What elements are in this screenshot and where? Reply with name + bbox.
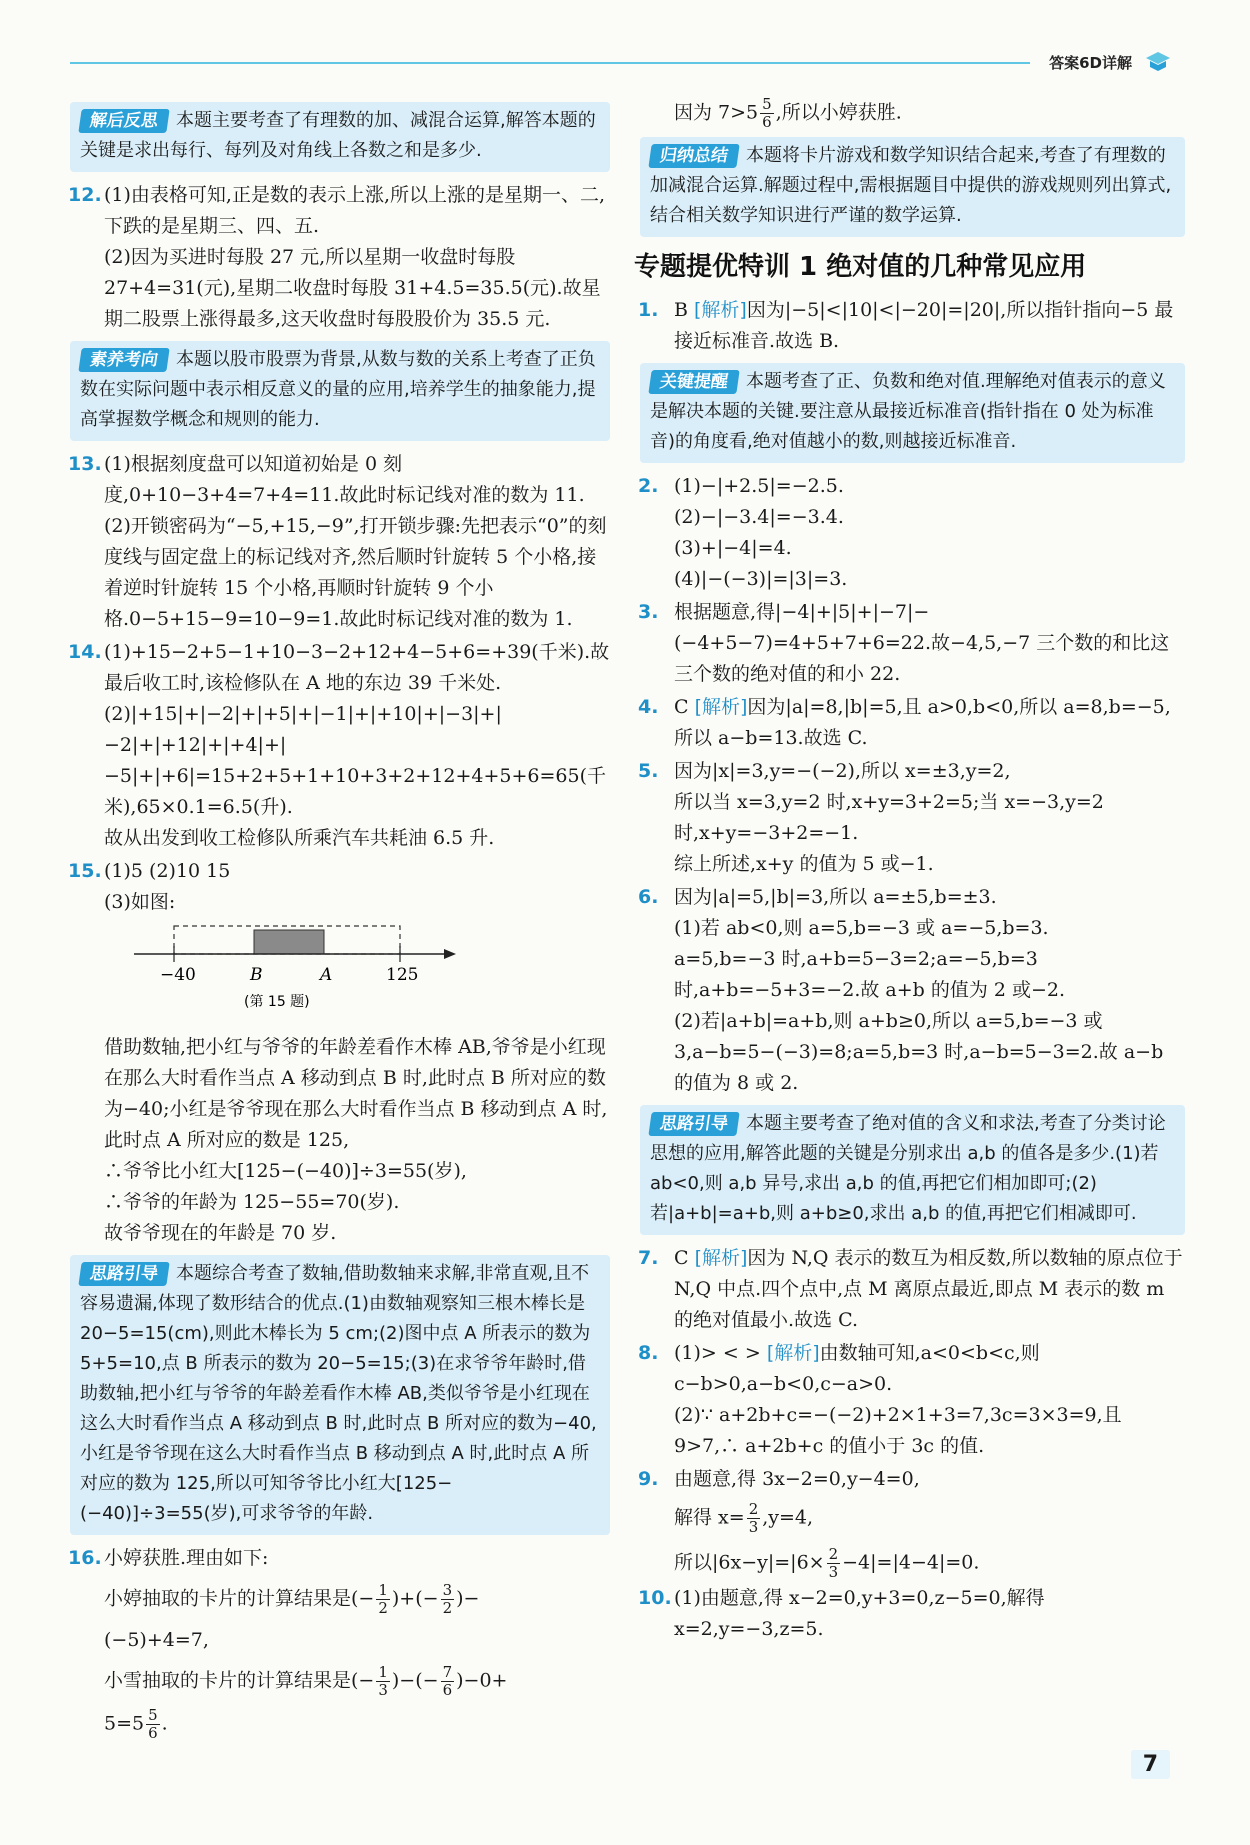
answer-4 <box>640 692 1185 754</box>
answer-line: (2)|+15|+|−2|+|+5|+|−1|+|+10|+|−3|+|−2|+|+12|+|+4|+|−5|+|+6|=15+2+5+1+10+3+2+12+4+5+6=65(千米),65×0.1=6.5(升). <box>104 703 607 818</box>
answer-3 <box>640 597 1185 690</box>
fraction <box>747 1501 761 1536</box>
text-run: 因为 N,Q 表示的数互为相反数,所以数轴的原点位于 N,Q 中点.四个点中,点 M 离原点最近,即点 M 表示的数 m 的绝对值最小.故选 C. <box>674 1247 1183 1331</box>
numerator: 5 <box>762 95 772 113</box>
denominator: 3 <box>828 1563 839 1581</box>
note-tag: 思路引导 <box>648 1112 739 1136</box>
text-run: )− <box>456 1587 480 1610</box>
answer-line <box>674 295 1185 357</box>
text-run: ,所以小婷获胜. <box>775 101 902 124</box>
answer-line: (1)根据刻度盘可以知道初始是 0 刻度,0+10−3+4=7+4=11.故此时标记线对准的数为 11. <box>104 453 585 506</box>
text-run: )+(− <box>391 1587 439 1610</box>
answer-line: (2)因为买进时每股 27 元,所以星期一收盘时每股 27+4=31(元),星期二收盘时每股 31+4.5=35.5(元).故星期二股票上涨得最多,这天收盘时每股股价为 35.5 元. <box>104 246 601 330</box>
answer-line: (2)若|a+b|=a+b,则 a+b≥0,所以 a=5,b=−3 或 3,a−b=5−(−3)=8;a=5,b=3 时,a−b=5−3=2.故 a−b 的值为 8 或 2. <box>674 1010 1164 1094</box>
denominator: 3 <box>378 1681 388 1699</box>
answer-line: 因为|x|=3,y=−(−2),所以 x=±3,y=2, <box>674 760 1011 782</box>
number-line-figure <box>114 922 594 1018</box>
answer-line: (1)−|+2.5|=−2.5. <box>674 475 844 497</box>
denominator: 6 <box>148 1724 158 1742</box>
answer-line: (3)如图: <box>104 891 176 913</box>
book-icon <box>1144 50 1172 72</box>
text-run: 小雪抽取的卡片的计算结果是(− <box>104 1669 375 1692</box>
text-run: ,y=4, <box>762 1506 814 1529</box>
answer-line: (2)∵ a+2b+c=−(−2)+2×1+3=7,3c=3×3=9,且 9>7,∴ a+2b+c 的值小于 3c 的值. <box>674 1404 1122 1457</box>
answer-line: (1)5 (2)10 15 <box>104 860 231 882</box>
answer-1 <box>640 295 1185 357</box>
left-column <box>70 96 610 1744</box>
right-column <box>634 95 1185 1647</box>
fraction <box>441 1664 455 1699</box>
note-box-literacy <box>70 341 610 441</box>
answer-line: a=5,b=−3 时,a+b=5−3=2;a=−5,b=3 时,a+b=−5+3=−2.故 a+b 的值为 2 或−2. <box>674 948 1066 1001</box>
point-a-label: A <box>320 965 333 985</box>
denominator: 2 <box>378 1599 388 1617</box>
answer-13 <box>70 449 610 635</box>
answer-line: 根据题意,得|−4|+|5|+|−7|−(−4+5−7)=4+5+7+6=22.故−4,5,−7 三个数的和比这三个数的绝对值的和小 22. <box>674 601 1170 685</box>
answer-line <box>104 1707 610 1742</box>
answer-line <box>674 692 1185 754</box>
note-tag: 关键提醒 <box>648 370 739 394</box>
numerator: 7 <box>442 1663 453 1681</box>
answer-line: 所以当 x=3,y=2 时,x+y=3+2=5;当 x=−3,y=2 时,x+y=−3+2=−1. <box>674 791 1104 844</box>
answer-14 <box>70 637 610 854</box>
answer-line <box>104 1582 610 1617</box>
answer-7 <box>640 1243 1185 1336</box>
answer-line <box>674 1546 1185 1581</box>
answer-2 <box>640 471 1185 595</box>
fraction <box>827 1546 841 1581</box>
note-text: 本题主要考查了绝对值的含义和求法,考查了分类讨论思想的应用,解答此题的关键是分别求出 a,b 的值各是多少.(1)若 ab<0,则 a,b 异号,求出 a,b 的值,再把它们相加即可;(2)若|a+b|=a+b,则 a+b≥0,求出 a,b 的值,再把它们相减即可. <box>650 1113 1166 1224</box>
answer-16-continued <box>640 96 1185 131</box>
note-text: 本题主要考查了有理数的加、减混合运算,解答本题的关键是求出每行、每列及对角线上各数之和是多少. <box>80 110 596 161</box>
point-b-label: B <box>250 965 263 985</box>
axis-label-left: −40 <box>160 965 196 985</box>
analysis-tag: [解析] <box>694 1247 748 1269</box>
answer-line: (2)−|−3.4|=−3.4. <box>674 506 844 528</box>
answer-line: 由题意,得 3x−2=0,y−4=0, <box>674 1468 920 1490</box>
analysis-tag: [解析] <box>694 696 748 718</box>
question-number: 12. <box>68 184 102 206</box>
text-run: . <box>161 1712 168 1735</box>
answer-line: 综上所述,x+y 的值为 5 或−1. <box>674 853 934 875</box>
note-box-approach-2 <box>640 1105 1185 1235</box>
choice: B <box>674 299 688 321</box>
text-run: −4|=|4−4|=0. <box>842 1551 980 1574</box>
answer-line: 小婷获胜.理由如下: <box>104 1547 269 1569</box>
note-text: 本题将卡片游戏和数学知识结合起来,考查了有理数的加减混合运算.解题过程中,需根据题目中提供的游戏规则列出算式,结合相关数学知识进行严谨的数学运算. <box>650 145 1172 226</box>
answer-line: (2)开锁密码为“−5,+15,−9”,打开锁步骤:先把表示“0”的刻度线与固定盘上的标记线对齐,然后顺时针旋转 5 个小格,接着逆时针旋转 15 个小格,再顺时针旋转 9 个小格.0−5+15−9=10−9=1.故此时标记线对准的数为 1. <box>104 515 607 630</box>
fraction <box>760 96 774 131</box>
note-box-reflection <box>70 102 610 172</box>
text-run: 所以|6x−y|=|6× <box>674 1551 825 1574</box>
text-run: )−(− <box>391 1669 439 1692</box>
question-number: 6. <box>638 886 659 908</box>
numerator: 2 <box>748 1500 759 1518</box>
question-number: 5. <box>638 760 659 782</box>
answer-line: (3)+|−4|=4. <box>674 537 792 559</box>
question-number: 15. <box>68 860 102 882</box>
question-number: 14. <box>68 641 102 663</box>
note-tag: 解后反思 <box>78 109 169 133</box>
answer-line: ∴爷爷比小红大[125−(−40)]÷3=55(岁), <box>104 1160 467 1182</box>
question-number: 4. <box>638 696 659 718</box>
figure-caption: (第 15 题) <box>244 994 310 1010</box>
denominator: 3 <box>748 1518 759 1536</box>
text-run: 解得 x= <box>674 1506 745 1529</box>
answer-line: (1)由表格可知,正是数的表示上涨,所以上涨的是星期一、二,下跌的是星期三、四、五. <box>104 184 606 237</box>
choice: C <box>674 696 689 718</box>
answer-16 <box>70 1543 610 1742</box>
note-tag: 思路引导 <box>78 1262 169 1286</box>
fraction <box>146 1707 160 1742</box>
text-run: 小婷抽取的卡片的计算结果是(− <box>104 1587 375 1610</box>
text-run: 5=5 <box>104 1712 145 1735</box>
answer-5 <box>640 756 1185 880</box>
answer-6 <box>640 882 1185 1099</box>
question-number: 16. <box>68 1547 102 1569</box>
header-rule <box>70 62 1030 64</box>
fraction <box>376 1582 390 1617</box>
answer-line: 故从出发到收工检修队所乘汽车共耗油 6.5 升. <box>104 827 495 849</box>
answer-line <box>104 1664 610 1699</box>
fraction <box>376 1664 390 1699</box>
denominator: 2 <box>442 1599 453 1617</box>
answer-line: (−5)+4=7, <box>104 1629 209 1651</box>
fraction <box>441 1582 455 1617</box>
note-text: 本题以股市股票为背景,从数与数的关系上考查了正负数在实际问题中表示相反意义的量的应用,培养学生的抽象能力,提高掌握数学概念和规则的能力. <box>80 349 596 430</box>
text-run: 因为|a|=8,|b|=5,且 a>0,b<0,所以 a=8,b=−5,所以 a−b=13.故选 C. <box>674 696 1171 749</box>
answer-line: (1)若 ab<0,则 a=5,b=−3 或 a=−5,b=3. <box>674 917 1049 939</box>
header-label: 答案6D详解 <box>1049 54 1132 72</box>
note-text: 本题考查了正、负数和绝对值.理解绝对值表示的意义是解决本题的关键.要注意从最接近标准音(指针指在 0 处为标准音)的角度看,绝对值越小的数,则越接近标准音. <box>650 371 1166 452</box>
text-run: 因为|−5|<|10|<|−20|=|20|,所以指针指向−5 最接近标准音.故选 B. <box>674 299 1174 352</box>
question-number: 8. <box>638 1342 659 1364</box>
question-number: 1. <box>638 299 659 321</box>
answer-line <box>674 96 1185 131</box>
question-number: 10. <box>638 1587 672 1609</box>
answer-line: (1)由题意,得 x−2=0,y+3=0,z−5=0,解得 x=2,y=−3,z=5. <box>674 1587 1045 1640</box>
question-number: 3. <box>638 601 659 623</box>
numerator: 1 <box>378 1663 388 1681</box>
answer-line: (4)|−(−3)|=|3|=3. <box>674 568 848 590</box>
choice: (1)> < > <box>674 1342 761 1364</box>
numerator: 1 <box>378 1581 388 1599</box>
numerator: 2 <box>828 1545 839 1563</box>
answer-9 <box>640 1464 1185 1581</box>
question-number: 13. <box>68 453 102 475</box>
section-title: 专题提优特训 1 绝对值的几种常见应用 <box>634 252 1087 282</box>
analysis-tag: [解析] <box>766 1342 820 1364</box>
numerator: 3 <box>442 1581 453 1599</box>
note-box-summary <box>640 137 1185 237</box>
denominator: 6 <box>442 1681 453 1699</box>
answer-8 <box>640 1338 1185 1462</box>
answer-line: ∴爷爷的年龄为 125−55=70(岁). <box>104 1191 400 1213</box>
question-number: 2. <box>638 475 659 497</box>
text-run: )−0+ <box>456 1669 508 1692</box>
answer-line: 因为|a|=5,|b|=3,所以 a=±5,b=±3. <box>674 886 997 908</box>
answer-line <box>674 1243 1185 1336</box>
page-number: 7 <box>1131 1750 1170 1779</box>
answer-line: 借助数轴,把小红与爷爷的年龄差看作木棒 AB,爷爷是小红现在那么大时看作当点 A 移动到点 B 时,此时点 B 所对应的数为−40;小红是爷爷现在那么大时看作当点 B 移动到点 A 时,此时点 A 所对应的数是 125, <box>104 1036 608 1151</box>
note-box-key <box>640 363 1185 463</box>
answer-15 <box>70 856 610 1249</box>
numerator: 5 <box>148 1706 158 1724</box>
answer-line: 故爷爷现在的年龄是 70 岁. <box>104 1222 337 1244</box>
denominator: 6 <box>762 113 772 131</box>
choice: C <box>674 1247 689 1269</box>
note-text: 本题综合考查了数轴,借助数轴来求解,非常直观,且不容易遗漏,体现了数形结合的优点.(1)由数轴观察知三根木棒长是 20−5=15(cm),则此木棒长为 5 cm;(2)图中点 A 所表示的数为 5+5=10,点 B 所表示的数为 20−5=15;(3)在求爷爷年龄时,借助数轴,把小红与爷爷的年龄差看作木棒 AB,类似爷爷是小红现在这么大时看作当点 A 移动到点 B 时,此时点 B 所对应的数为−40,小红是爷爷现在这么大时看作当点 B 移动到点 A 时,此时点 A 所对应的数为 125,所以可知爷爷比小红大[125−(−40)]÷3=55(岁),可求爷爷的年龄. <box>80 1263 597 1524</box>
note-tag: 素养考向 <box>78 348 169 372</box>
text-run: 因为 7>5 <box>674 101 759 124</box>
question-number: 9. <box>638 1468 659 1490</box>
answer-line <box>674 1338 1185 1400</box>
note-box-approach <box>70 1255 610 1535</box>
answer-line: (1)+15−2+5−1+10−3−2+12+4−5+6=+39(千米).故最后收工时,该检修队在 A 地的东边 39 千米处. <box>104 641 610 694</box>
analysis-tag: [解析] <box>694 299 747 321</box>
answer-10 <box>640 1583 1185 1645</box>
answer-line <box>674 1501 1185 1536</box>
text-run: 由数轴可知,a<0<b<c,则 c−b>0,a−b<0,c−a>0. <box>674 1342 1040 1395</box>
answer-12 <box>70 180 610 335</box>
axis-label-right: 125 <box>386 965 419 985</box>
question-number: 7. <box>638 1247 659 1269</box>
note-tag: 归纳总结 <box>648 144 739 168</box>
